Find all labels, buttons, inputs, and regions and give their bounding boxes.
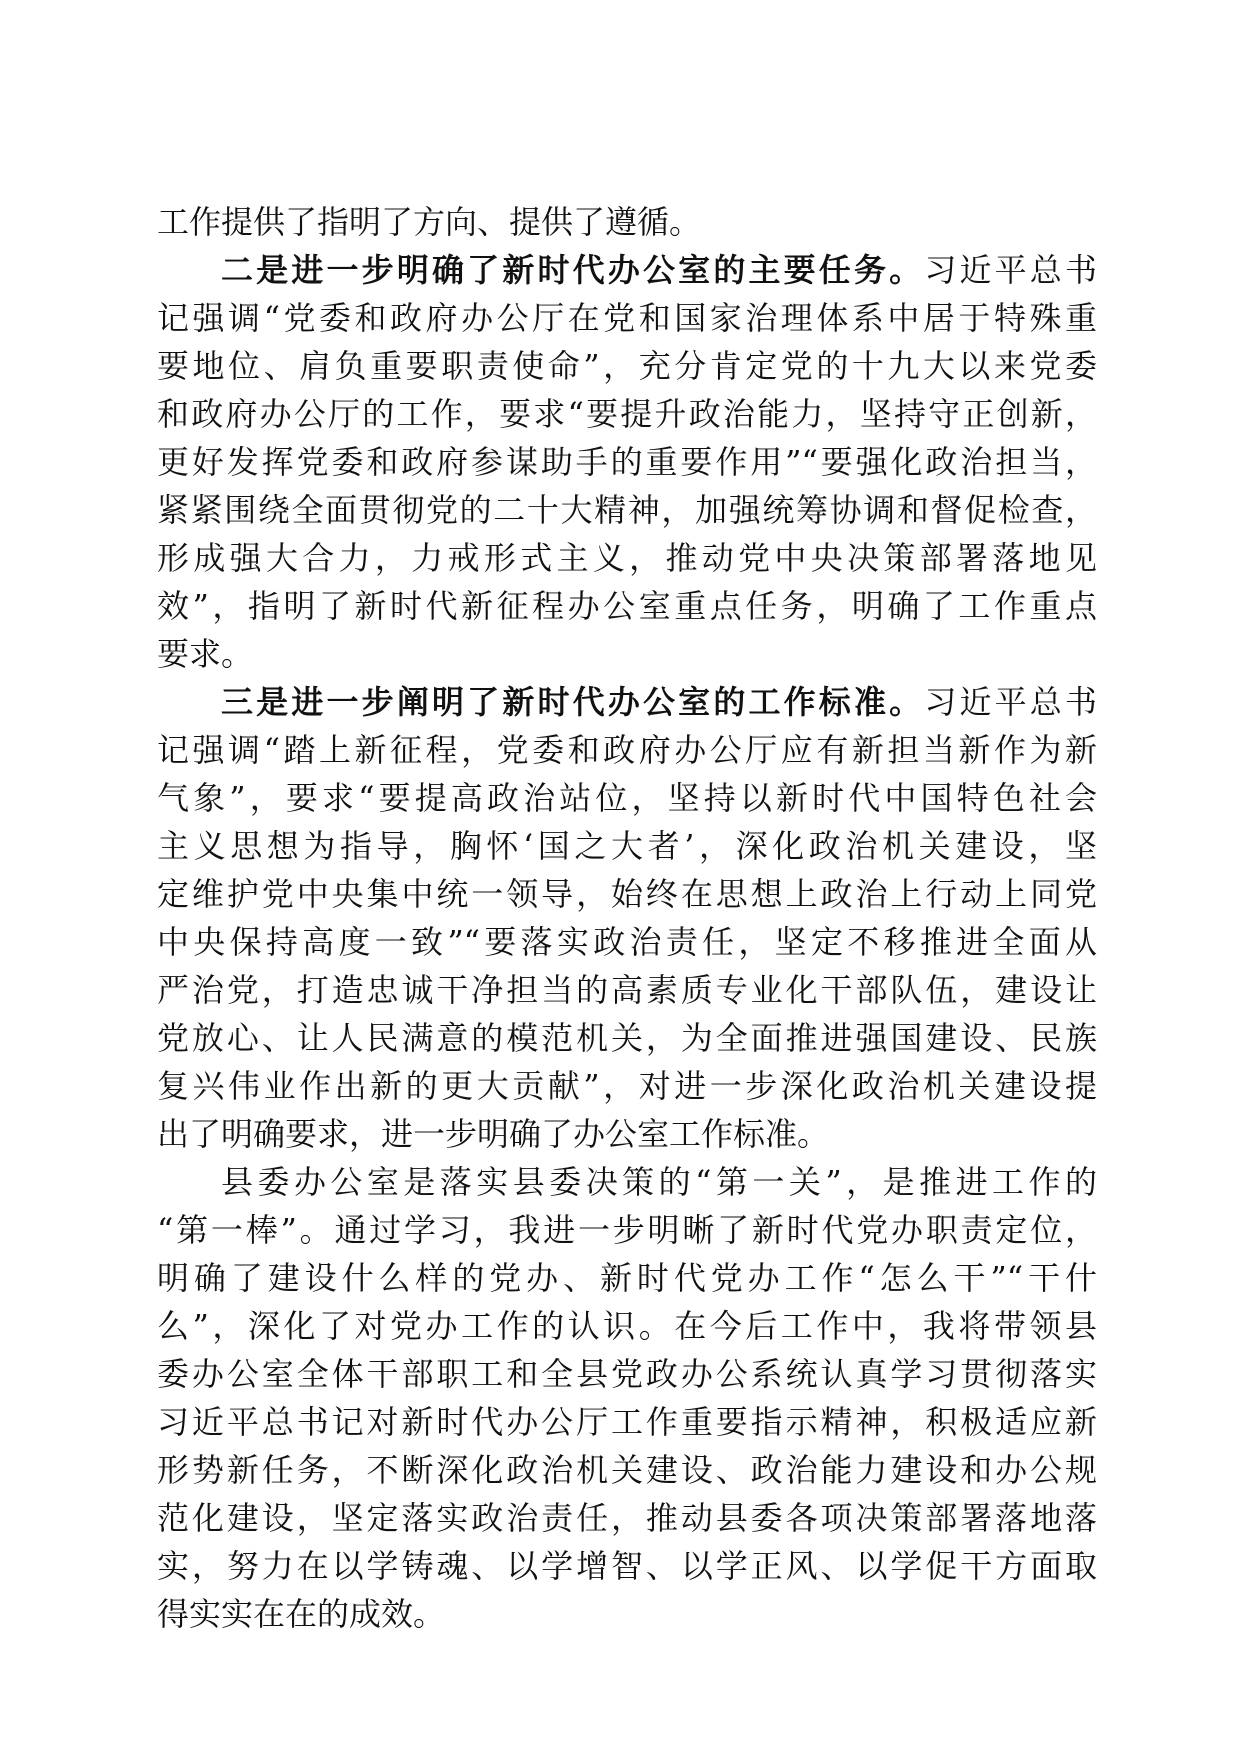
paragraph-first-line xyxy=(157,678,1097,726)
paragraph-line: 要求。 xyxy=(157,635,254,673)
paragraph-line: 工作提供了指明了方向、提供了遵循。 xyxy=(157,203,702,241)
paragraph-3 xyxy=(157,678,1097,1158)
paragraph-line: 记强调“党委和政府办公厅在党和国家治理体系中居于特殊重 xyxy=(157,299,1097,337)
paragraph-first-line xyxy=(157,246,1097,294)
paragraph-line: 效”，指明了新时代新征程办公室重点任务，明确了工作重点 xyxy=(157,587,1097,625)
document-body xyxy=(157,198,1097,1638)
paragraph-2 xyxy=(157,246,1097,678)
paragraph-line: 形成强大合力，力戒形式主义，推动党中央决策部署落地见 xyxy=(157,539,1097,577)
paragraph-lead-heading: 三是进一步阐明了新时代办公室的工作标准。 xyxy=(221,683,925,721)
paragraph-line: 么”，深化了对党办工作的认识。在今后工作中，我将带领县 xyxy=(157,1307,1097,1345)
paragraph-line: 复兴伟业作出新的更大贡献”，对进一步深化政治机关建设提 xyxy=(157,1067,1097,1105)
paragraph-line: 和政府办公厅的工作，要求“要提升政治能力，坚持守正创新， xyxy=(157,395,1097,433)
paragraph-line: “第一棒”。通过学习，我进一步明晰了新时代党办职责定位， xyxy=(157,1211,1097,1249)
paragraph-4 xyxy=(157,1158,1097,1638)
paragraph-line: 明确了建设什么样的党办、新时代党办工作“怎么干”“干什 xyxy=(157,1259,1097,1297)
paragraph-line: 气象”，要求“要提高政治站位，坚持以新时代中国特色社会 xyxy=(157,779,1097,817)
paragraph-line: 范化建设，坚定落实政治责任，推动县委各项决策部署落地落 xyxy=(157,1499,1097,1537)
paragraph-line: 习近平总书记对新时代办公厅工作重要指示精神，积极适应新 xyxy=(157,1403,1097,1441)
paragraph-line: 更好发挥党委和政府参谋助手的重要作用”“要强化政治担当， xyxy=(157,443,1097,481)
paragraph-line: 实，努力在以学铸魂、以学增智、以学正风、以学促干方面取 xyxy=(157,1547,1097,1585)
paragraph-line: 出了明确要求，进一步明确了办公室工作标准。 xyxy=(157,1115,830,1153)
paragraph-line: 主义思想为指导，胸怀‘国之大者’，深化政治机关建设，坚 xyxy=(157,827,1097,865)
paragraph-first-line: 县委办公室是落实县委决策的“第一关”，是推进工作的 xyxy=(221,1163,1097,1201)
paragraph-first-line-rest: 习近平总书 xyxy=(924,683,1097,721)
paragraph-first-line-rest: 习近平总书 xyxy=(924,251,1097,289)
paragraph-1 xyxy=(157,198,1097,246)
paragraph-line: 得实实在在的成效。 xyxy=(157,1595,446,1633)
paragraph-line: 要地位、肩负重要职责使命”，充分肯定党的十九大以来党委 xyxy=(157,347,1097,385)
paragraph-line: 委办公室全体干部职工和全县党政办公系统认真学习贯彻落实 xyxy=(157,1355,1097,1393)
paragraph-line: 定维护党中央集中统一领导，始终在思想上政治上行动上同党 xyxy=(157,875,1097,913)
paragraph-line: 严治党，打造忠诚干净担当的高素质专业化干部队伍，建设让 xyxy=(157,971,1097,1009)
paragraph-line: 中央保持高度一致”“要落实政治责任，坚定不移推进全面从 xyxy=(157,923,1097,961)
paragraph-line: 形势新任务，不断深化政治机关建设、政治能力建设和办公规 xyxy=(157,1451,1097,1489)
paragraph-line: 记强调“踏上新征程，党委和政府办公厅应有新担当新作为新 xyxy=(157,731,1097,769)
paragraph-line: 党放心、让人民满意的模范机关，为全面推进强国建设、民族 xyxy=(157,1019,1097,1057)
paragraph-line: 紧紧围绕全面贯彻党的二十大精神，加强统筹协调和督促检查， xyxy=(157,491,1097,529)
paragraph-lead-heading: 二是进一步明确了新时代办公室的主要任务。 xyxy=(221,251,925,289)
